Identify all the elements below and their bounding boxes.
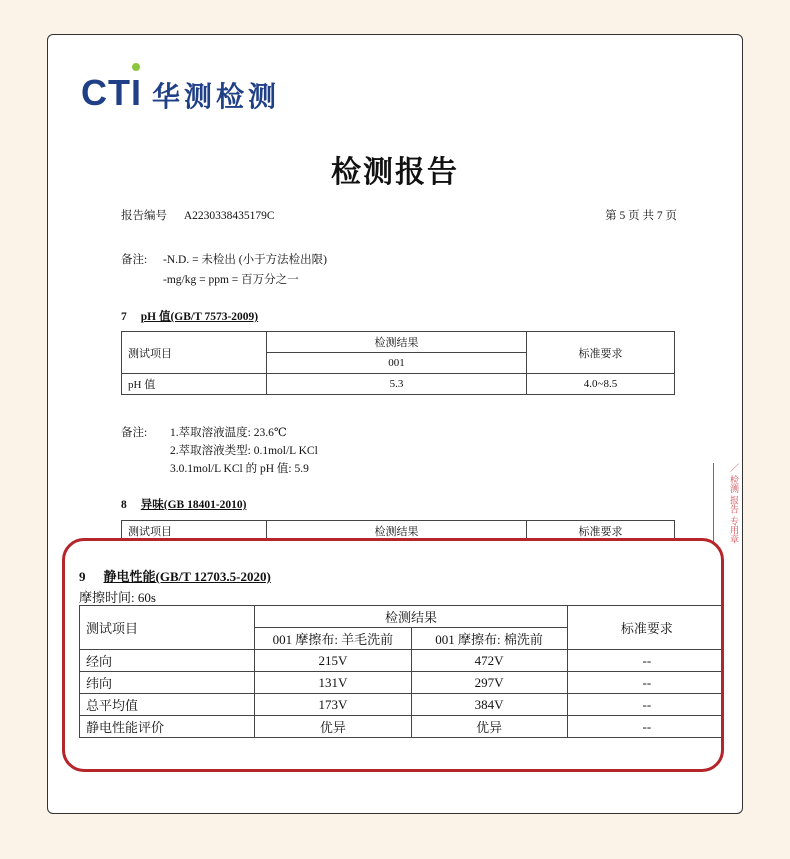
section8-title: 异味(GB 18401-2010) bbox=[140, 499, 247, 511]
static-col-sample1: 001 摩擦布: 羊毛洗前 bbox=[255, 628, 411, 650]
logo-name-cn: 华测检测 bbox=[152, 80, 281, 113]
static-row-v1: 215V bbox=[255, 650, 411, 672]
static-row-std: -- bbox=[567, 672, 724, 694]
logo-brand: CTI bbox=[81, 72, 142, 113]
static-row-v1: 173V bbox=[255, 694, 411, 716]
static-row-item: 纬向 bbox=[80, 672, 255, 694]
section9-heading bbox=[79, 566, 271, 585]
section7-note-3: 3.0.1mol/L KCl 的 pH 值: 5.9 bbox=[170, 463, 309, 475]
ph-col-result: 检测结果 bbox=[267, 332, 527, 353]
ph-row-result: 5.3 bbox=[267, 374, 527, 395]
remarks-top-line1: -N.D. = 未检出 (小于方法检出限) bbox=[163, 254, 327, 266]
ph-col-item: 测试项目 bbox=[122, 332, 267, 374]
static-row-item: 静电性能评价 bbox=[80, 716, 255, 738]
ph-col-sample: 001 bbox=[267, 353, 527, 374]
table-row bbox=[80, 672, 725, 694]
section8-number: 8 bbox=[121, 499, 127, 511]
odor-col-std: 标准要求 bbox=[527, 521, 675, 542]
section7-note-2: 2.萃取溶液类型: 0.1mol/L KCl bbox=[170, 445, 318, 457]
report-number-label: 报告编号 bbox=[121, 210, 167, 222]
section9-subtitle: 摩擦时间: 60s bbox=[79, 590, 156, 605]
odor-col-item: 测试项目 bbox=[122, 521, 267, 542]
table-row bbox=[80, 694, 725, 716]
table-row bbox=[122, 374, 675, 395]
static-row-v2: 297V bbox=[411, 672, 567, 694]
ph-table bbox=[121, 331, 675, 395]
section9-number: 9 bbox=[79, 569, 86, 584]
static-row-v2: 472V bbox=[411, 650, 567, 672]
static-row-v2: 优异 bbox=[411, 716, 567, 738]
static-col-std: 标准要求 bbox=[567, 606, 724, 650]
static-col-sample2: 001 摩擦布: 棉洗前 bbox=[411, 628, 567, 650]
table-row bbox=[80, 716, 725, 738]
static-row-v1: 131V bbox=[255, 672, 411, 694]
page-info: 第 5 页 共 7 页 bbox=[605, 210, 677, 222]
report-number: A2230338435179C bbox=[183, 210, 275, 222]
ph-col-std: 标准要求 bbox=[527, 332, 675, 374]
remarks-top-line2: -mg/kg = ppm = 百万分之一 bbox=[163, 274, 299, 286]
static-row-std: -- bbox=[567, 694, 724, 716]
section7-title: pH 值(GB/T 7573-2009) bbox=[140, 311, 259, 323]
section9-title: 静电性能(GB/T 12703.5-2020) bbox=[103, 569, 271, 584]
static-row-std: -- bbox=[567, 716, 724, 738]
red-seal-stamp: ／ 检测 报告 专用章 bbox=[713, 463, 740, 583]
section7-note-1: 1.萃取溶液温度: 23.6℃ bbox=[170, 427, 287, 439]
section7-notes-label: 备注: bbox=[121, 427, 148, 439]
static-row-item: 总平均值 bbox=[80, 694, 255, 716]
static-row-item: 经向 bbox=[80, 650, 255, 672]
table-row bbox=[80, 650, 725, 672]
static-highlight-panel bbox=[62, 538, 724, 772]
static-row-v2: 384V bbox=[411, 694, 567, 716]
static-table bbox=[79, 605, 724, 738]
section7-heading bbox=[121, 308, 258, 324]
static-row-std: -- bbox=[567, 650, 724, 672]
static-row-v1: 优异 bbox=[255, 716, 411, 738]
remarks-top-label: 备注: bbox=[121, 254, 148, 266]
ph-row-item: pH 值 bbox=[122, 374, 267, 395]
report-number-row bbox=[121, 207, 275, 223]
odor-col-result: 检测结果 bbox=[267, 521, 527, 542]
logo-dot-icon bbox=[132, 63, 140, 71]
section8-heading bbox=[121, 496, 246, 512]
ph-row-std: 4.0~8.5 bbox=[527, 374, 675, 395]
section7-number: 7 bbox=[121, 311, 127, 323]
static-col-result: 检测结果 bbox=[255, 606, 567, 628]
report-title: 检测报告 bbox=[331, 156, 459, 189]
static-col-item: 测试项目 bbox=[80, 606, 255, 650]
cti-logo bbox=[81, 72, 281, 113]
